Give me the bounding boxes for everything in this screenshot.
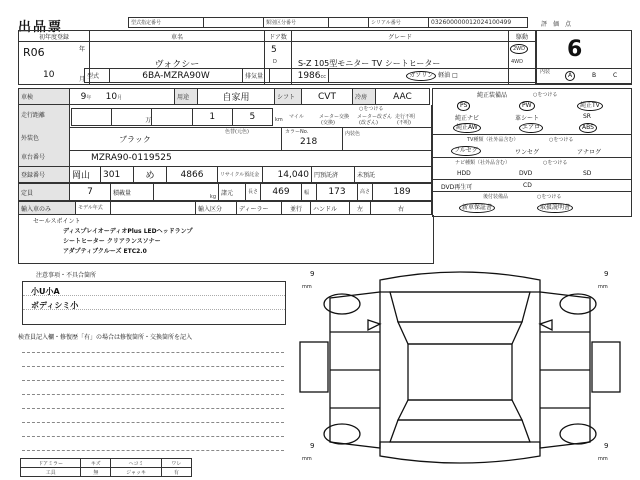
tv-fullseg: フルセグ [451, 146, 481, 156]
type-value: 6BA-MZRA90W [110, 69, 243, 83]
plate-class: 301 [101, 167, 134, 183]
sales-point-line: アダプティブクルーズ ETC2.0 [63, 248, 147, 255]
recycle-label: リサイクル預託金 [218, 167, 263, 183]
recycle-unit: 円預託済 [312, 167, 355, 183]
tread-rl-value: 9 [310, 442, 315, 450]
diagram-roof [408, 344, 512, 400]
legend-mirror: ドアミラー [21, 459, 81, 468]
color-label: 外装色 [19, 127, 70, 150]
model-year-value [111, 202, 196, 215]
diagram-mirror-left [368, 320, 380, 330]
colorno-value: 218 [300, 137, 318, 147]
shift-label: シフト [275, 89, 302, 105]
mileage-unknown-sub: (不明) [397, 120, 411, 126]
fuel-gasoline: ガソリン [406, 71, 436, 81]
equipment-box [432, 88, 632, 217]
mileage-digit: 1 [193, 109, 233, 125]
diagram-front-bumper [380, 272, 540, 292]
plate-row [18, 166, 432, 183]
mileage-tampered-sub: (改ざん) [359, 120, 378, 126]
ruibetsu-value [329, 18, 369, 28]
purpose-label: 用途 [175, 89, 198, 105]
model-year-label: モデル年式 [76, 202, 111, 215]
cd-play: CD [523, 182, 532, 189]
car-diagram [290, 262, 630, 476]
doors-unit: D [273, 59, 277, 65]
notes-label: 注意事項・不具合箇所 [36, 272, 97, 279]
wid-label: 幅 [302, 184, 317, 201]
import-dealer: ディーラー [237, 202, 282, 215]
naisou-box [536, 68, 632, 84]
colorno-cell [281, 127, 343, 150]
import-row [18, 201, 432, 215]
inspection-month: 10 [105, 91, 118, 102]
navi-sd: SD [583, 170, 592, 177]
inspector-label: 検査員記入欄・修復歴「有」の場合は修復箇所・交換箇所を記入 [18, 334, 193, 341]
dvd-play: DVD再生可 [441, 184, 473, 191]
mileage-digit [152, 109, 192, 125]
navi-hdd: HDD [457, 170, 471, 177]
grade-label: グレード [292, 31, 509, 42]
equip-sr: SR [583, 113, 591, 120]
tv-type-note: ○をつける [549, 137, 574, 143]
hei-label: 高さ [358, 184, 373, 201]
tv-oneseg: ワンセグ [515, 149, 540, 156]
serial-label: シリアル番号 [369, 18, 429, 28]
hyoka-value: 6 [567, 37, 583, 62]
sales-point-line: ディスプレイオーディオPlus LEDヘッドランプ [63, 228, 193, 235]
doors-value: 5 [271, 45, 277, 55]
import-kubun-label: 輸入区分 [196, 202, 237, 215]
handle-left: 左 [350, 202, 371, 215]
plate-kana: め [134, 167, 167, 183]
import-label: 輸入車のみ [19, 202, 76, 215]
purpose-value: 自家用 [198, 89, 275, 105]
legend-dent: ヘコミ [111, 459, 161, 468]
import-parallel: 並行 [282, 202, 311, 215]
vin-value: MZRA90-0119525 [91, 153, 172, 163]
legend-present: 有 [161, 468, 191, 477]
equip-tv: 純正TV [577, 101, 603, 111]
fuel-diesel: 軽油 [438, 72, 451, 79]
diagram-left-window [300, 342, 328, 392]
serial-value: 032600000012024100499 [429, 18, 528, 28]
car-name-label: 車名 [90, 31, 265, 42]
diagram-windshield [398, 322, 522, 344]
recycle-value: 14,040 [263, 167, 312, 183]
legend-tools: 工具 [21, 468, 81, 477]
info-grid [18, 88, 430, 105]
header-id-table [128, 17, 528, 28]
first-reg-month: 10 [43, 70, 55, 80]
tread-fr-unit: mm [598, 284, 608, 290]
tread-fl-unit: mm [302, 284, 312, 290]
mileage-change: メーター交換 [319, 114, 350, 120]
tread-rr-unit: mm [598, 456, 608, 462]
first-reg-month-unit: 月 [78, 76, 85, 83]
mileage-digit [72, 109, 112, 125]
shift-value: CVT [302, 89, 353, 105]
vin-row [18, 150, 432, 167]
hyoka-label: 評価点 [541, 21, 578, 28]
drive-2wd: 2WD [510, 44, 528, 54]
vin-label: 車台番号 [19, 150, 70, 166]
navi-type-note: ○をつける [543, 160, 568, 166]
after-manual: 取扱説明書 [537, 203, 573, 213]
inspection-cell [70, 89, 175, 105]
note-line: ボディシミ小 [31, 301, 79, 310]
tread-fr-value: 9 [604, 270, 609, 278]
plate-number: 4866 [167, 167, 218, 183]
first-reg-era: R06 [23, 46, 45, 59]
after-warranty: 新車保証書 [459, 203, 495, 213]
capacity-label: 定員 [19, 184, 70, 201]
color-value: ブラック [119, 135, 151, 144]
inspection-label: 車検 [19, 89, 70, 105]
color-row [18, 127, 432, 151]
mileage-mile: マイル [289, 114, 304, 120]
plate-label: 登録番号 [19, 167, 70, 183]
mileage-label: 走行距離 [19, 105, 70, 127]
tv-analog: アナログ [577, 149, 602, 156]
tread-rr-value: 9 [604, 442, 609, 450]
car-name-value: ヴォクシー [90, 42, 265, 85]
equip-aw: 純正AW [453, 123, 481, 133]
type-label: 型式 [85, 69, 110, 83]
page-title: 出品票 [18, 20, 64, 35]
sales-point-line: シートヒーター クリアランスソナー [63, 238, 161, 245]
mileage-tampered: メーター改ざん [357, 114, 393, 120]
mileage-man: 万 [112, 109, 152, 125]
colorno-label: カラーNo. [285, 129, 309, 135]
mileage-note: ○をつける [359, 106, 384, 112]
equip-ps: PS [457, 101, 470, 111]
tv-type-title: TV種類（社外品含む） [467, 137, 519, 143]
naisou-c: C [613, 72, 618, 79]
mileage-digit: 5 [249, 112, 256, 122]
ruibetsu-label: 類別区分番号 [264, 18, 329, 28]
mileage-unit: km [275, 117, 283, 123]
navi-dvd: DVD [519, 170, 533, 177]
equipment-title: 純正装備品 [477, 92, 508, 99]
mileage-row [18, 105, 432, 128]
diagram-rear-bumper [380, 442, 540, 463]
capacity-row [18, 183, 432, 201]
ninsho-value [204, 18, 264, 28]
diagram-right-window [592, 342, 620, 392]
load-label: 積載量 [111, 184, 154, 201]
diagram-mirror-right [540, 320, 552, 330]
len-value: 469 [261, 184, 302, 201]
hei-value: 189 [373, 184, 432, 201]
load-unit: kg [154, 184, 219, 201]
first-reg-cell [19, 42, 90, 85]
displacement-unit: cc [320, 73, 326, 80]
displacement-cell [270, 69, 329, 83]
displacement-value: 1986 [297, 70, 321, 81]
note-line: 小U小A [31, 287, 60, 296]
wid-value: 173 [317, 184, 358, 201]
aircon-label: 冷房 [353, 89, 376, 105]
diagram-rear-window [398, 400, 522, 420]
mileage-digits [71, 108, 273, 126]
naisou-b: B [592, 72, 597, 79]
handle-label: ハンドル [311, 202, 350, 215]
inspection-month-unit: 月 [117, 94, 123, 101]
inspection-year-unit: 年 [86, 94, 92, 101]
drive-4wd: 4WD [511, 59, 523, 65]
grade-value: S-Z 105型モニター TV シートヒーター [292, 42, 509, 85]
mileage-change-sub: (交換) [321, 120, 335, 126]
recycle-unpaid: 未預託 [355, 167, 432, 183]
len-label: 長さ [246, 184, 261, 201]
mileage-unknown: 走行不明 [395, 114, 416, 120]
equip-abs: ABS [579, 123, 597, 133]
doors-label: ドア数 [265, 31, 292, 42]
notes-box [22, 281, 286, 325]
inspection-year: 9 [80, 91, 87, 102]
fuel-cell [329, 69, 536, 83]
drive-label: 駆動 [509, 31, 536, 42]
displacement-label: 排気量 [243, 69, 270, 83]
dims-label: 諸元 [219, 184, 246, 201]
legend-crack: ワレ [161, 459, 191, 468]
legend-table [20, 458, 192, 477]
tread-rl-unit: mm [302, 456, 312, 462]
handle-right: 右 [371, 202, 432, 215]
naisou-label: 内装 [540, 69, 551, 75]
after-title: 後付装備品 [483, 194, 509, 200]
type-row [84, 68, 536, 83]
equipment-note: ○をつける [533, 92, 558, 98]
fuel-other: □ [452, 72, 458, 79]
naisou-a: A [565, 71, 575, 81]
sales-points-label: セールスポイント [33, 218, 81, 225]
legend-jack: ジャッキ [111, 468, 161, 477]
first-reg-year-unit: 年 [78, 46, 85, 53]
capacity-value: 7 [70, 184, 111, 201]
plate-region: 岡山 [70, 167, 101, 183]
aircon-value: AAC [376, 89, 430, 105]
equip-aero: エアロ [519, 123, 543, 133]
sales-points-box [18, 215, 434, 264]
after-note: ○をつける [537, 194, 562, 200]
inner-color-label: 内装色 [345, 131, 361, 137]
tread-fl-value: 9 [310, 270, 315, 278]
color-change-label: 色替(元色) [225, 129, 249, 135]
ninsho-label: 型式指定番号 [129, 18, 204, 28]
equip-leather: 革シート [515, 115, 540, 122]
equip-pw: PW [519, 101, 535, 111]
equip-navi: 純正ナビ [455, 115, 480, 122]
legend-none: 無 [81, 468, 111, 477]
diagram-hood [390, 292, 530, 322]
legend-scratch: キズ [81, 459, 111, 468]
first-reg-label: 初年度登録 [19, 31, 90, 42]
navi-type-title: ナビ種類（社外品含む） [455, 160, 511, 166]
diagram-rear-deck [390, 420, 530, 442]
